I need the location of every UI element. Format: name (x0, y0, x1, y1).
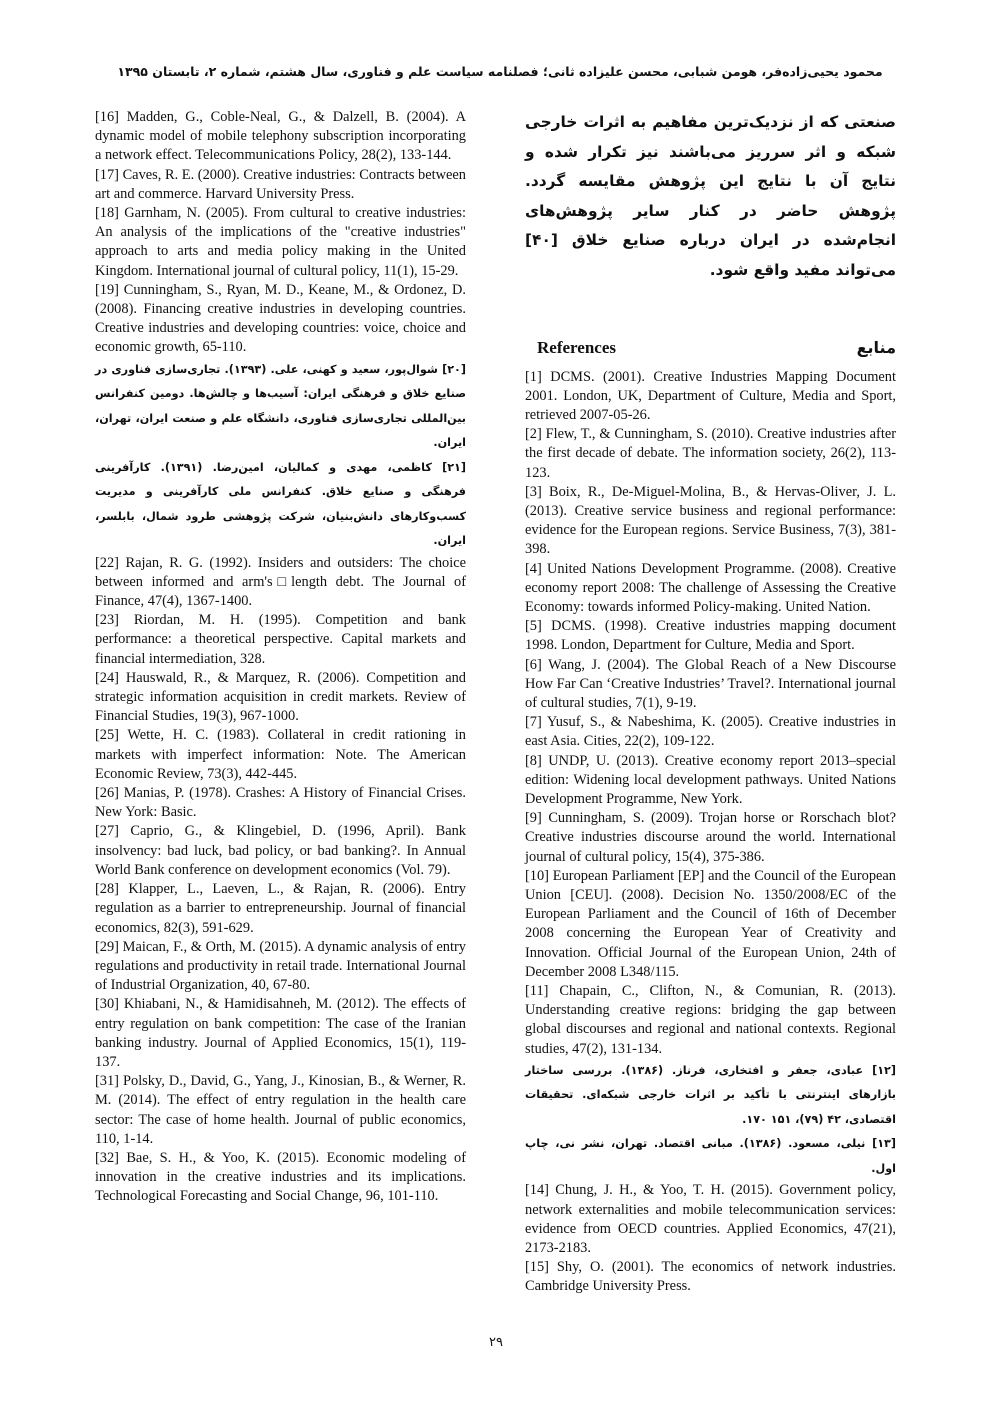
reference-17: [17] Caves, R. E. (2000). Creative industries: Contracts between art and commerce. Harvard University Press. (95, 166, 466, 202)
reference-12: [۱۲] عبادی، جعفر و افتخاری، فرناز. (۱۳۸۶). بررسی ساختار بازارهای اینترنتی با تأکید بر اثرات خارجی شبکه‌ای. تحقیقات اقتصادی، ۴۲ (۷۹)، ۱۵۱ ۱۷۰. (525, 1063, 896, 1126)
references-heading (525, 338, 896, 364)
reference-13: [۱۳] نیلی، مسعود. (۱۳۸۶). مبانی اقتصاد. تهران، نشر نی، چاپ اول. (525, 1137, 897, 1175)
reference-3: [3] Boix, R., De-Miguel-Molina, B., & Hervas-Oliver, J. L. (2013). Creative service business and regional performance: evidence for the European regions. Service Business, 7(3), 381-398. (525, 483, 896, 558)
reference-8: [8] UNDP, U. (2013). Creative economy report 2013–special edition: Widening local development pathways. United Nations Development Programme, New York. (525, 752, 896, 808)
reference-26: [26] Manias, P. (1978). Crashes: A History of Financial Crises. New York: Basic. (95, 785, 466, 821)
reference-25: [25] Wette, H. C. (1983). Collateral in credit rationing in markets with imperfect information: Note. The American Economic Review, 73(3), 442-445. (95, 727, 466, 782)
reference-31: [31] Polsky, D., David, G., Yang, J., Kinosian, B., & Werner, R. M. (2014). The effect of entry regulation in the health care sector: The case of home health. Journal of public economics, 110, 1-14. (95, 1073, 466, 1147)
references-heading-fa: منابع (856, 337, 896, 357)
reference-29: [29] Maican, F., & Orth, M. (2015). A dynamic analysis of entry regulations and productivity in retail trade. International Journal of Industrial Organization, 40, 67-80. (95, 938, 466, 994)
reference-7: [7] Yusuf, S., & Nabeshima, K. (2005). Creative industries in east Asia. Cities, 22(2), 109-122. (525, 714, 896, 750)
running-header: محمود یحیی‌زاده‌فر، هومن شبابی، محسن علیزاده ثانی؛ فصلنامه سیاست علم و فناوری، سال هشتم، شماره ۲، تابستان ۱۳۹۵ (117, 64, 883, 79)
reference-9: [9] Cunningham, S. (2009). Trojan horse or Rorschach blot? Creative industries discourse around the world. International journal of cultural policy, 15(4), 375-386. (525, 810, 896, 865)
reference-21: [۲۱] کاظمی، مهدی و کمالیان، امین‌رضا. (۱۳۹۱). کارآفرینی فرهنگی و صنایع خلاق. کنفرانس ملی کارآفرینی و مدیریت کسب‌وکارهای دانش‌بنیان، شرکت پژوهشی طرود شمال، بابلسر، ایران. (95, 460, 466, 548)
reference-16: [16] Madden, G., Coble-Neal, G., & Dalzell, B. (2004). A dynamic model of mobile telephony subscription incorporating a network effect. Telecommunications Policy, 28(2), 133-144. (95, 109, 466, 164)
reference-6: [6] Wang, J. (2004). The Global Reach of a New Discourse How Far Can ‘Creative Industries’ Travel?. International journal of cultural studies, 7(1), 9-19. (525, 656, 896, 712)
reference-19: [19] Cunningham, S., Ryan, M. D., Keane, M., & Ordonez, D. (2008). Financing creative industries in developing countries. Creative industries and developing countries: voice, choice and economic growth, 65-110. (95, 281, 466, 356)
references-heading-en: References (537, 337, 616, 357)
reference-4: [4] United Nations Development Programme. (2008). Creative economy report 2008: The challenge of Assessing the Creative Economy: towards informed Policy-making. United Nation. (525, 560, 896, 615)
reference-10: [10] European Parliament [EP] and the Council of the European Union [CEU]. (2008). Decision No. 1350/2008/EC of the European Parliament and the Council of 16th of December 2008 concerning the European Year of Creativity and Innovation. Official Journal of the European Union, 24th of December 2008 L348/115. (525, 867, 896, 980)
page-number: ۲۹ (489, 1335, 503, 1350)
reference-5: [5] DCMS. (1998). Creative industries mapping document 1998. London, Department for Culture, Media and Sport. (525, 618, 896, 654)
intro-paragraph: صنعتی که از نزدیک‌ترین مفاهیم به اثرات خارجی شبکه و اثر سرریز می‌باشند نیز تکرار شده و نتایج آن با نتایج این پژوهش مقایسه گردد. پژوهش حاضر در کنار سایر پژوهش‌های انجام‌شده در ایران درباره صنایع خلاق [۴۰] می‌تواند مفید واقع شود. (525, 113, 896, 279)
reference-32: [32] Bae, S. H., & Yoo, K. (2015). Economic modeling of innovation in the creative industries and its implications. Technological Forecasting and Social Change, 96, 101-110. (95, 1149, 466, 1205)
reference-18: [18] Garnham, N. (2005). From cultural to creative industries: An analysis of the implications of the "creative industries" approach to arts and media policy making in the United Kingdom. International journal of cultural policy, 11(1), 15-29. (95, 205, 466, 279)
reference-14: [14] Chung, J. H., & Yoo, T. H. (2015). Government policy, network externalities and mobile telecommunication services: evidence from OECD countries. Applied Economics, 47(21), 2173-2183. (525, 1182, 896, 1256)
left-column (95, 108, 466, 1207)
reference-15: [15] Shy, O. (2001). The economics of network industries. Cambridge University Press. (525, 1259, 896, 1295)
reference-24: [24] Hauswald, R., & Marquez, R. (2006). Competition and strategic information acquisition in credit markets. Review of Financial Studies, 19(3), 967-1000. (95, 669, 466, 725)
right-column (525, 108, 896, 1297)
reference-2: [2] Flew, T., & Cunningham, S. (2010). Creative industries after the first decade of debate. The information society, 26(2), 113-123. (525, 426, 896, 481)
reference-22: [22] Rajan, R. G. (1992). Insiders and outsiders: The choice between informed and arm's□length debt. The Journal of Finance, 47(4), 1367-1400. (95, 554, 466, 610)
reference-28: [28] Klapper, L., Laeven, L., & Rajan, R. (2006). Entry regulation as a barrier to entrepreneurship. Journal of financial economics, 82(3), 591-629. (95, 881, 466, 936)
reference-11: [11] Chapain, C., Clifton, N., & Comunian, R. (2013). Understanding creative regions: bridging the gap between global discourses and regional and national contexts. Regional studies, 47(2), 131-134. (525, 983, 896, 1057)
reference-27: [27] Caprio, G., & Klingebiel, D. (1996, April). Bank insolvency: bad luck, bad policy, or bad banking?. In Annual World Bank conference on development economics (Vol. 79). (95, 823, 466, 878)
reference-20: [۲۰] شوال‌پور، سعید و کهنی، علی. (۱۳۹۳). تجاری‌سازی فناوری در صنایع خلاق و فرهنگی ایران: آسیب‌ها و چالش‌ها. دومین کنفرانس بین‌المللی تجاری‌سازی فناوری، دانشگاه علم و صنعت ایران، تهران، ایران. (95, 362, 466, 450)
reference-23: [23] Riordan, M. H. (1995). Competition and bank performance: a theoretical perspective. Capital markets and financial intermediation, 328. (95, 612, 466, 667)
reference-30: [30] Khiabani, N., & Hamidisahneh, M. (2012). The effects of entry regulation on bank competition: The case of the Iranian banking industry. Journal of Applied Economics, 15(1), 119-137. (95, 996, 466, 1070)
reference-1: [1] DCMS. (2001). Creative Industries Mapping Document 2001. London, UK, Department of Culture, Media and Sport, retrieved 2007-05-26. (525, 368, 896, 423)
